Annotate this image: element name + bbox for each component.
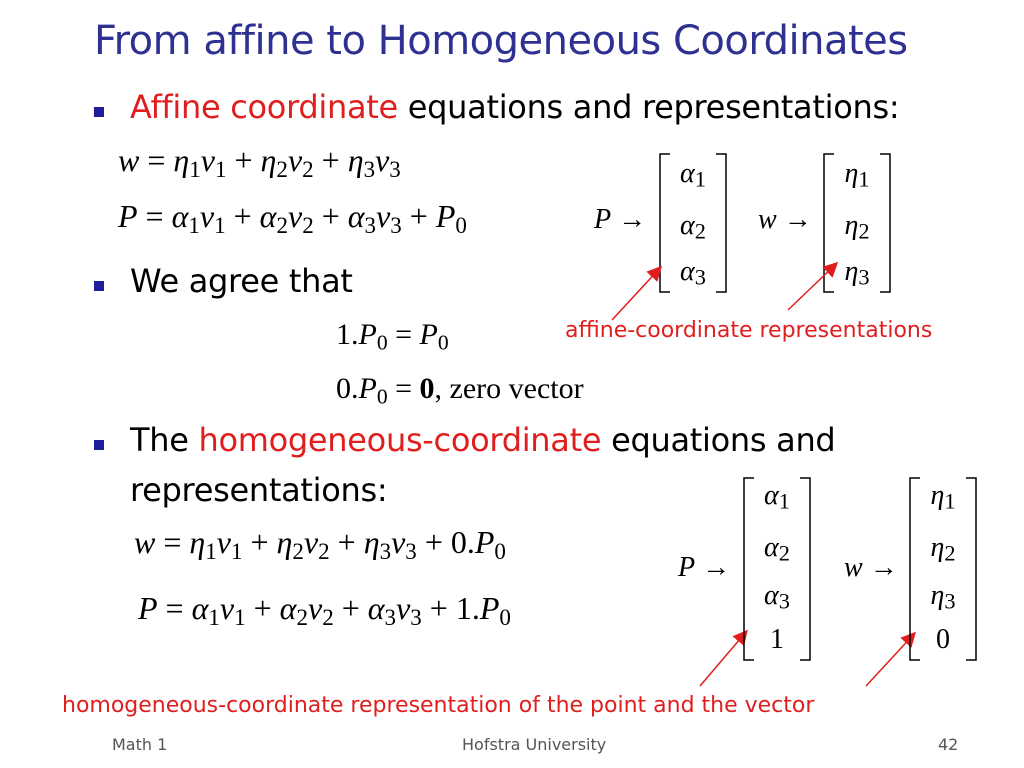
homog-p-one: 1 [770, 624, 784, 655]
affine-coordinate-term: Affine coordinate [130, 88, 398, 126]
equation-p-homogeneous: $P = \alpha_1v_1 + \alpha_2v_2 + \alpha_3v_3 + 1.P_0$ [138, 590, 511, 630]
equation-zero-p0: $0.P_0 = 0$, zero vector [336, 372, 584, 409]
homog-w-zero: 0 [936, 624, 950, 655]
bullet-affine-rest: equations and representations: [397, 88, 900, 126]
affine-p-alpha2: $\alpha_2$ [680, 210, 706, 244]
equation-p-affine: $P = \alpha_1v_1 + \alpha_2v_2 + \alpha_3v_3 + P_0$ [118, 198, 467, 238]
homog-w-label: w → [844, 552, 898, 583]
homog-p-label: P → [678, 552, 731, 583]
homog-w-eta1: $\eta_1$ [930, 480, 956, 514]
affine-p-label: P → [594, 204, 647, 235]
bullet-homogeneous-line2: representations: [130, 471, 388, 509]
equation-w-affine: $w = \eta_1v_1 + \eta_2v_2 + \eta_3v_3$ [118, 142, 401, 182]
bullet-homog-rest: equations and [601, 421, 836, 459]
footer-course: Math 1 [112, 735, 168, 754]
affine-w-label: w → [758, 204, 812, 235]
equation-one-p0: $1.P_0 = P_0$ [336, 318, 449, 355]
footer-page-number: 42 [938, 735, 959, 754]
homog-p-alpha1: $\alpha_1$ [764, 480, 790, 514]
bullet-homog-pre: The [130, 421, 199, 459]
equation-w-homogeneous: $w = \eta_1v_1 + \eta_2v_2 + \eta_3v_3 + 0.P_0$ [134, 524, 506, 564]
homogeneous-coordinate-term: homogeneous-coordinate [198, 421, 602, 459]
bullet-homogeneous-heading [130, 421, 835, 459]
affine-p-alpha1: $\alpha_1$ [680, 158, 706, 192]
homog-w-eta3: $\eta_3$ [930, 580, 956, 614]
footer-institution: Hofstra University [462, 735, 607, 754]
zero-vector-note: zero vector [449, 372, 584, 405]
homog-p-alpha3: $\alpha_3$ [764, 580, 790, 614]
affine-p-alpha3: $\alpha_3$ [680, 256, 706, 290]
homogeneous-representation-annotation: homogeneous-coordinate representation of the point and the vector [62, 693, 815, 718]
bullet-marker-3 [94, 440, 104, 450]
homog-w-eta2: $\eta_2$ [930, 532, 956, 566]
affine-representation-annotation: affine-coordinate representations [565, 318, 933, 343]
affine-w-eta2: $\eta_2$ [844, 210, 870, 244]
homog-p-alpha2: $\alpha_2$ [764, 532, 790, 566]
affine-w-eta1: $\eta_1$ [844, 158, 870, 192]
bullet-agree: We agree that [130, 262, 353, 300]
slide-title: From affine to Homogeneous Coordinates [94, 18, 908, 64]
affine-w-eta3: $\eta_3$ [844, 256, 870, 290]
